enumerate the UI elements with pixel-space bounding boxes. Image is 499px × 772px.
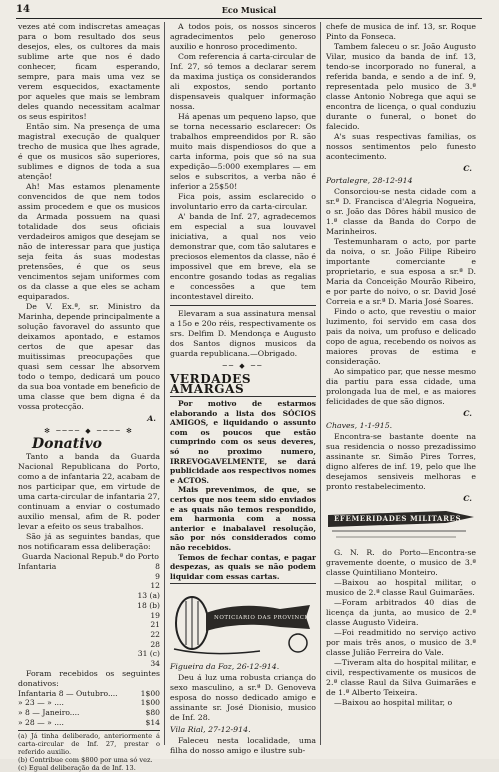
ornament-divider: ── ◆ ── [222,362,264,370]
row-label: » 28 — » .... [18,717,64,727]
band-row [18,591,160,601]
paragraph: A's suas respectivas familias, os nossos sentimentos pelo funesto acontecimento. [326,132,476,161]
paragraph: Fica pois, assim esclarecido o involuntario erro da carta-circular. [170,192,316,211]
row-value: 22 [150,629,160,639]
row-label: » 23 — » .... [18,698,64,708]
ornament-divider: ✻ ──── ◆ ──── ✻ [44,427,134,435]
row-value: $14 [145,717,160,727]
band-row [18,640,160,650]
band-row [18,601,160,611]
dateline: Chaves, 1-1-915. [326,421,393,430]
page-header [16,4,482,19]
row-value: 1$00 [140,698,160,708]
dateline: Portalegre, 28-12-914 [326,176,413,185]
notice-text: Por motivo de estarmos elaborando a lista dos SÓCIOS AMIGOS, e liquidando o assunto com os poucos que estão cumprindo com os seus deveres, só no proximo numero, IRREVOGAVELMENTE, se dará publicidade aos respectivos nomes e ACTOS. [170,399,316,485]
paragraph: —Tiveram alta do hospital militar, e civil, respectivamente os musicos de 2.ª classe Raul da Silva Guimarães e de 1.ª Alberto Teixeira. [326,658,476,697]
paragraph: De V. Ex.ª, sr. Ministro da Marinha, depende principalmente a solução favoravel do assunto que deixamos apontado, e estamos certos de que apesar das muitissimas preocupações que quasi sem cessar lhe absorvem todo o tempo, dedicará um pouco da sua boa vontade em beneficio de uma classe que bem digna é da vossa protecção. [18,302,160,411]
periodical-title: Eco Musical [221,5,277,15]
signature: C. [463,494,472,503]
paragraph: Faleceu nesta localidade, uma filha do nosso amigo e ilustre sub- [170,736,316,756]
row-value: 13 (a) [137,591,160,601]
row-label: » 8 — Janeiro.... [18,708,80,718]
paragraph: chefe de musica de inf. 13, sr. Roque Pinto da Fonseca. [326,22,476,41]
paragraph: G. N. R. do Porto—Encontra-se gravemente doente, o musico de 3.ª classe Quintiliano Monteiro. [326,548,476,577]
paragraph: São já as seguintes bandas, que nos notificaram essa deliberação: [18,532,160,551]
row-label [18,572,90,582]
band-row [18,562,160,572]
band-row [18,659,160,669]
footnote: (c) Egual deliberação da de Inf. 13. [18,763,136,772]
row-value: 18 (b) [137,600,160,610]
row-value: 19 [150,610,160,620]
paragraph: Consorciou-se nesta cidade com a sr.ª D. Francisca d'Alegria Nogueira, o sr. João das Dôres hábil musico de 1.ª classe da Banda do Corpo de Marinheiros. [326,187,476,236]
row-label [18,640,90,650]
row-label: Infantaria 8 — Outubro.... [18,688,118,698]
paragraph: Há apenas um pequeno lapso, que se torna necessario esclarecer: Os trabalhos empreendidos por R. são muito mais dispendiosos do que a carta informa, pois que só na sua expedição—5:000 exemplares — em selos e subscritos, a verba não é inferior a 25$50! [170,112,316,191]
column-divider [320,22,321,745]
paragraph: Tambem faleceu o sr. João Augusto Vilar, musico da banda de inf. 13, tendo-se incorporado no funeral, a referida banda, e sendo a de inf. 9, representada pelo musico de 3.ª classe Antonio Nobrega que aqui se encontra de licença, o qual conduziu durante o funeral, o bonet do falecido. [326,42,476,131]
paragraph: —Baixou ao hospital militar, o [334,698,453,707]
paragraph: Com referencia á carta-circular de Inf. 27, só temos a declarar serem da maxima justiça os considerandos ali expostos, sendo portanto dispensaveis qualquer informação nossa. [170,52,316,111]
donation-row [18,689,160,699]
illustration-caption: NOTICIARIO DAS PROVINCIAS [214,615,316,622]
notice-box [170,396,316,584]
row-value: 9 [155,571,160,581]
donations-table [18,689,160,728]
row-label [18,659,90,669]
provinces-illustration [170,587,316,659]
donation-row [18,708,160,718]
dateline: Vila Rial, 27-12-914. [170,725,251,735]
paragraph: Ah! Mas estamos plenamente convencidos de que nem todos assim procedem e que os musicos da Armada possuem na quasi totalidade dos seus oficiais verdadeiros amigos que desejam se não de interessar para que justiça seja feita ás suas modestas pretensões, é que os seus vencimentos sejam uniformes com os da classe a que eles se acham equiparados. [18,182,160,301]
signature: A. [147,414,156,423]
notice-text: Temos de fechar contas, e pagar despezas, as quais se não podem liquidar com essas cartas. [170,552,316,581]
row-label [18,591,90,601]
banner-illustration [326,507,476,545]
row-value: 8 [155,562,160,571]
band-row [18,630,160,640]
column-left [18,22,160,772]
notice-text: Mais prevenimos, de que, se certos que nos teem sido enviados e as quais não temos respondido, em harmonia com a nossa anterior e inabalavel resolução, são por nós considerados como não recebidos. [170,485,316,552]
paragraph: Tanto a banda da Guarda Nacional Republicana do Porto, como a de infantaria 22, acabam de nos participar que, em virtude de uma carta-circular de infantaria 27, continuam a enviar o costumado auxilio mensal, afim de R. poder levar a efeito os seus trabalhos. [18,452,160,531]
row-label [18,581,90,591]
row-value: 12 [150,581,160,591]
row-label [18,611,90,621]
section-title-donativo: Donativo [32,436,102,452]
lyre-banner-illustration [170,587,316,659]
section-title-verdades: VERDADES AMARGAS [170,372,252,396]
efemeridades-banner [326,507,476,545]
paragraph: Então sim. Na presença de uma magistral execução de qualquer trecho de musica que lhes agrade, é que os musicos são superiores, sublimes e dignos de toda a sua atenção! [18,122,160,181]
band-row [18,620,160,630]
paragraph: Ao simpatico par, que nesse mesmo dia partiu para essa cidade, uma prolongada lua de mel, e as maiores felicidades de que são dignos. [326,367,476,406]
row-label [18,601,90,611]
signature: C. [463,409,472,418]
paragraph: vezes até com indiscretas ameaças para o bom resultado dos seus desejos, eles, os cultores da mais sublime arte que nos é dado conhecer, ficam esperando, sempre, para mais uma vez se verem esquecidos, exactamente por aqueles que mais se lembram deles quando necessitam acalmar os seus espiritos! [18,22,160,121]
paragraph: A todos pois, os nossos sinceros agradecimentos pelo generoso auxilio e honroso procedimento. [170,22,316,51]
column-right [326,22,476,749]
row-value: 21 [150,620,160,630]
paragraph: —Foram arbitrados 40 dias de licença da junta, ao musico de 2.ª classe Augusto Videira. [326,598,476,627]
band-row [18,572,160,582]
band-row [18,649,160,659]
band-row [18,611,160,621]
paragraph: —Baixou ao hospital militar, o musico de 2.ª classe Raul Guimarães. [326,578,476,597]
band-list [18,562,160,669]
row-label [18,630,90,640]
paragraph: Foram recebidos os seguintes donativos: [18,668,160,688]
paragraph: A' banda de Inf. 27, agradecemos em especial a sua louvavel iniciativa, a qual nos veio demonstrar que, com tão salutares e preciosos elementos da classe, não é impossivel que em breve, ela se encontre gosando todas as regalias e concessões a que tem incontestavel direito. [170,212,316,301]
row-value: 31 (c) [137,649,160,659]
row-label: Infantaria [18,562,57,571]
row-value: 28 [150,639,160,649]
page-number: 14 [16,4,30,15]
donation-row [18,698,160,708]
divider [170,305,316,306]
paragraph: Testemunharam o acto, por parte da noiva, o sr. João Filipe Ribeiro importante comerciante e proprietario, e sua esposa a sr.ª D. Maria da Conceição Mourão Ribeiro, e por parte do noivo, o sr. David José Correia e a sr.ª D. Maria José Soares. [326,237,476,306]
signature: C. [463,164,472,173]
footnotes [18,730,160,772]
band-list-heading: Guarda Nacional Repub.ª do Porto [22,552,159,561]
row-value: 34 [150,659,160,669]
row-value: 1$00 [140,688,160,698]
dateline: Figueira da Foz, 26-12-914. [170,662,280,672]
row-value: $80 [145,708,160,718]
row-label [18,649,90,659]
footnote: (b) Contribue com $800 por uma só vez. [18,755,153,764]
paragraph: —Foi readmitido no serviço activo por mais três anos, o musico de 3.ª classe Julião Ferreira do Vale. [326,628,476,657]
column-divider [164,22,165,745]
band-row [18,581,160,591]
paragraph: Findo o acto, que revestiu o maior luzimento, foi servido em casa dos pais da noiva, um profuso e delicado copo de agua, recebendo os noivos as maiores provas de estima e consideração. [326,307,476,366]
column-middle [170,22,316,756]
donation-row [18,718,160,728]
paragraph: Encontra-se bastante doente na sua residencia o nosso prezadissimo assinante sr. Simão Pires Torres, digno alferes de inf. 19, pelo que lhe desejamos sensiveis melhoras e pronto restabelecimento. [326,432,476,491]
footnote: (a) Já tinha deliberado, anteriormente á carta-circular de Inf. 27, prestar o referido auxilio. [18,731,160,756]
banner-title: EFEMERIDADES MILITARES [334,514,462,523]
row-label [18,620,90,630]
paragraph: Elevaram a sua assinatura mensal a 15o e 20o réis, respectivamente os srs. Delfim D. Mendonça e Augusto dos Santos dignos musicos da guarda republicana.—Obrigado. [170,309,316,358]
paragraph: Deu á luz uma robusta criança do sexo masculino, a sr.ª D. Genoveva esposa do nosso dedicado amigo e assinante sr. José Dionisio, musico de Inf. 28. [170,673,316,723]
